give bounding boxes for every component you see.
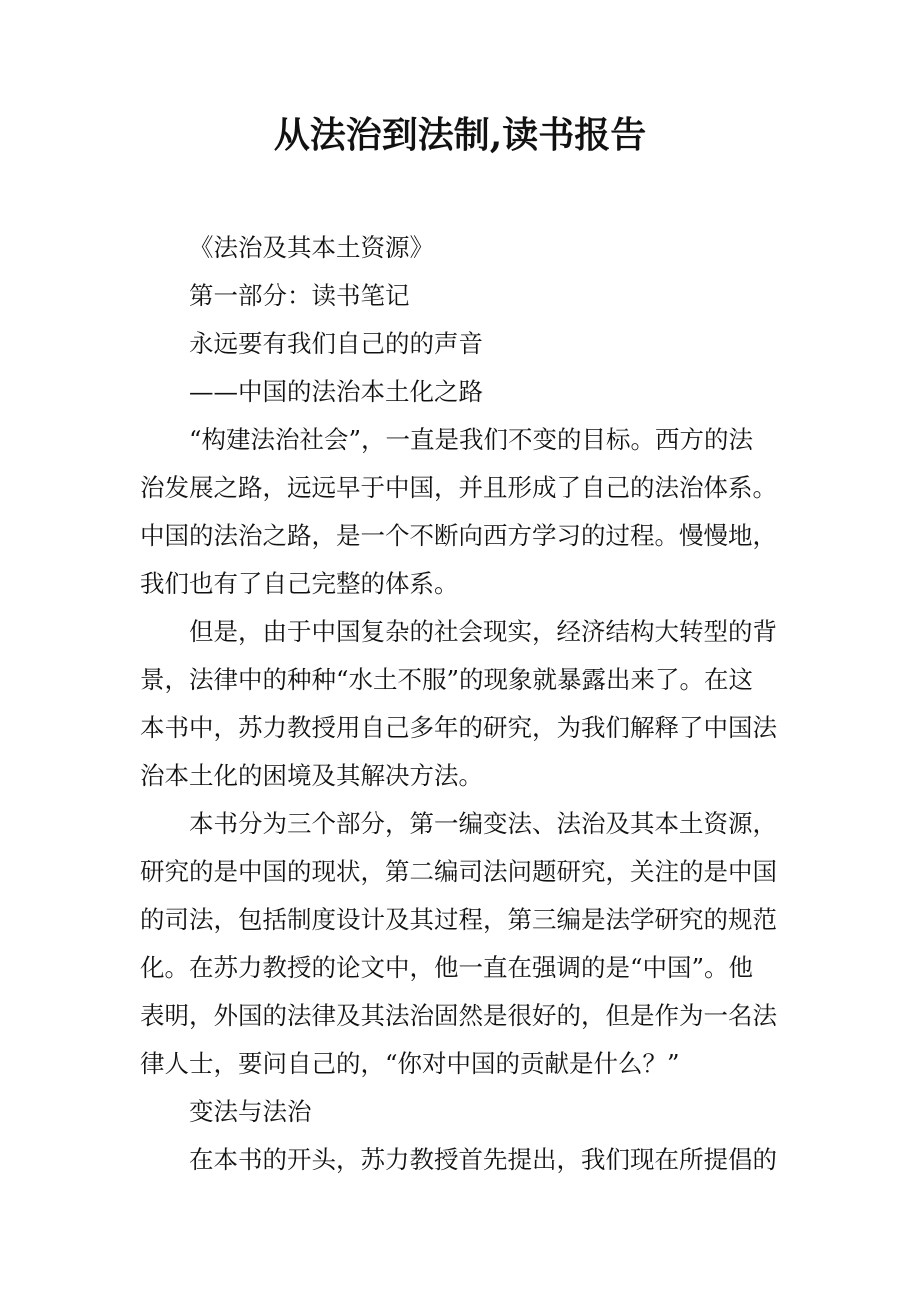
- text-line: 律人士，要问自己的，“你对中国的贡献是什么？”: [140, 1049, 680, 1078]
- paragraph: [140, 224, 800, 272]
- text-line: 研究的是中国的现状，第二编司法问题研究，关注的是中国: [140, 857, 777, 886]
- text-line: 的司法，包括制度设计及其过程，第三编是法学研究的规范: [140, 905, 777, 934]
- document-body: [140, 224, 800, 1184]
- paragraph: [140, 1088, 800, 1136]
- paragraph: [140, 800, 800, 1088]
- text-line: 本书中，苏力教授用自己多年的研究，为我们解释了中国法: [140, 713, 777, 742]
- paragraph: [140, 1136, 800, 1184]
- text-line: 化。在苏力教授的论文中，他一直在强调的是“中国”。他: [140, 953, 754, 982]
- text-line: 变法与法治: [189, 1097, 312, 1126]
- text-line: ——中国的法治本土化之路: [189, 377, 483, 406]
- text-line: 但是，由于中国复杂的社会现实，经济结构大转型的背: [189, 617, 777, 646]
- text-line: 治发展之路，远远早于中国，并且形成了自己的法治体系。: [140, 473, 777, 502]
- text-line: 治本土化的困境及其解决方法。: [140, 761, 483, 790]
- text-line: 本书分为三个部分，第一编变法、法治及其本土资源，: [189, 809, 777, 838]
- paragraph: [140, 320, 800, 368]
- paragraph: [140, 416, 800, 608]
- text-line: 景，法律中的种种“水土不服”的现象就暴露出来了。在这: [140, 665, 754, 694]
- text-line: 在本书的开头，苏力教授首先提出，我们现在所提倡的: [189, 1145, 777, 1174]
- paragraph: [140, 368, 800, 416]
- text-line: 我们也有了自己完整的体系。: [140, 569, 459, 598]
- text-line: 中国的法治之路，是一个不断向西方学习的过程。慢慢地，: [140, 521, 777, 550]
- text-line: 表明，外国的法律及其法治固然是很好的，但是作为一名法: [140, 1001, 777, 1030]
- text-line: 永远要有我们自己的的声音: [189, 329, 483, 358]
- paragraph: [140, 272, 800, 320]
- document-title: 从法治到法制,读书报告: [273, 114, 647, 156]
- text-line: 《法治及其本土资源》: [189, 233, 434, 262]
- paragraph: [140, 608, 800, 800]
- text-line: “构建法治社会”，一直是我们不变的目标。西方的法: [189, 425, 754, 454]
- text-line: 第一部分：读书笔记: [189, 281, 410, 310]
